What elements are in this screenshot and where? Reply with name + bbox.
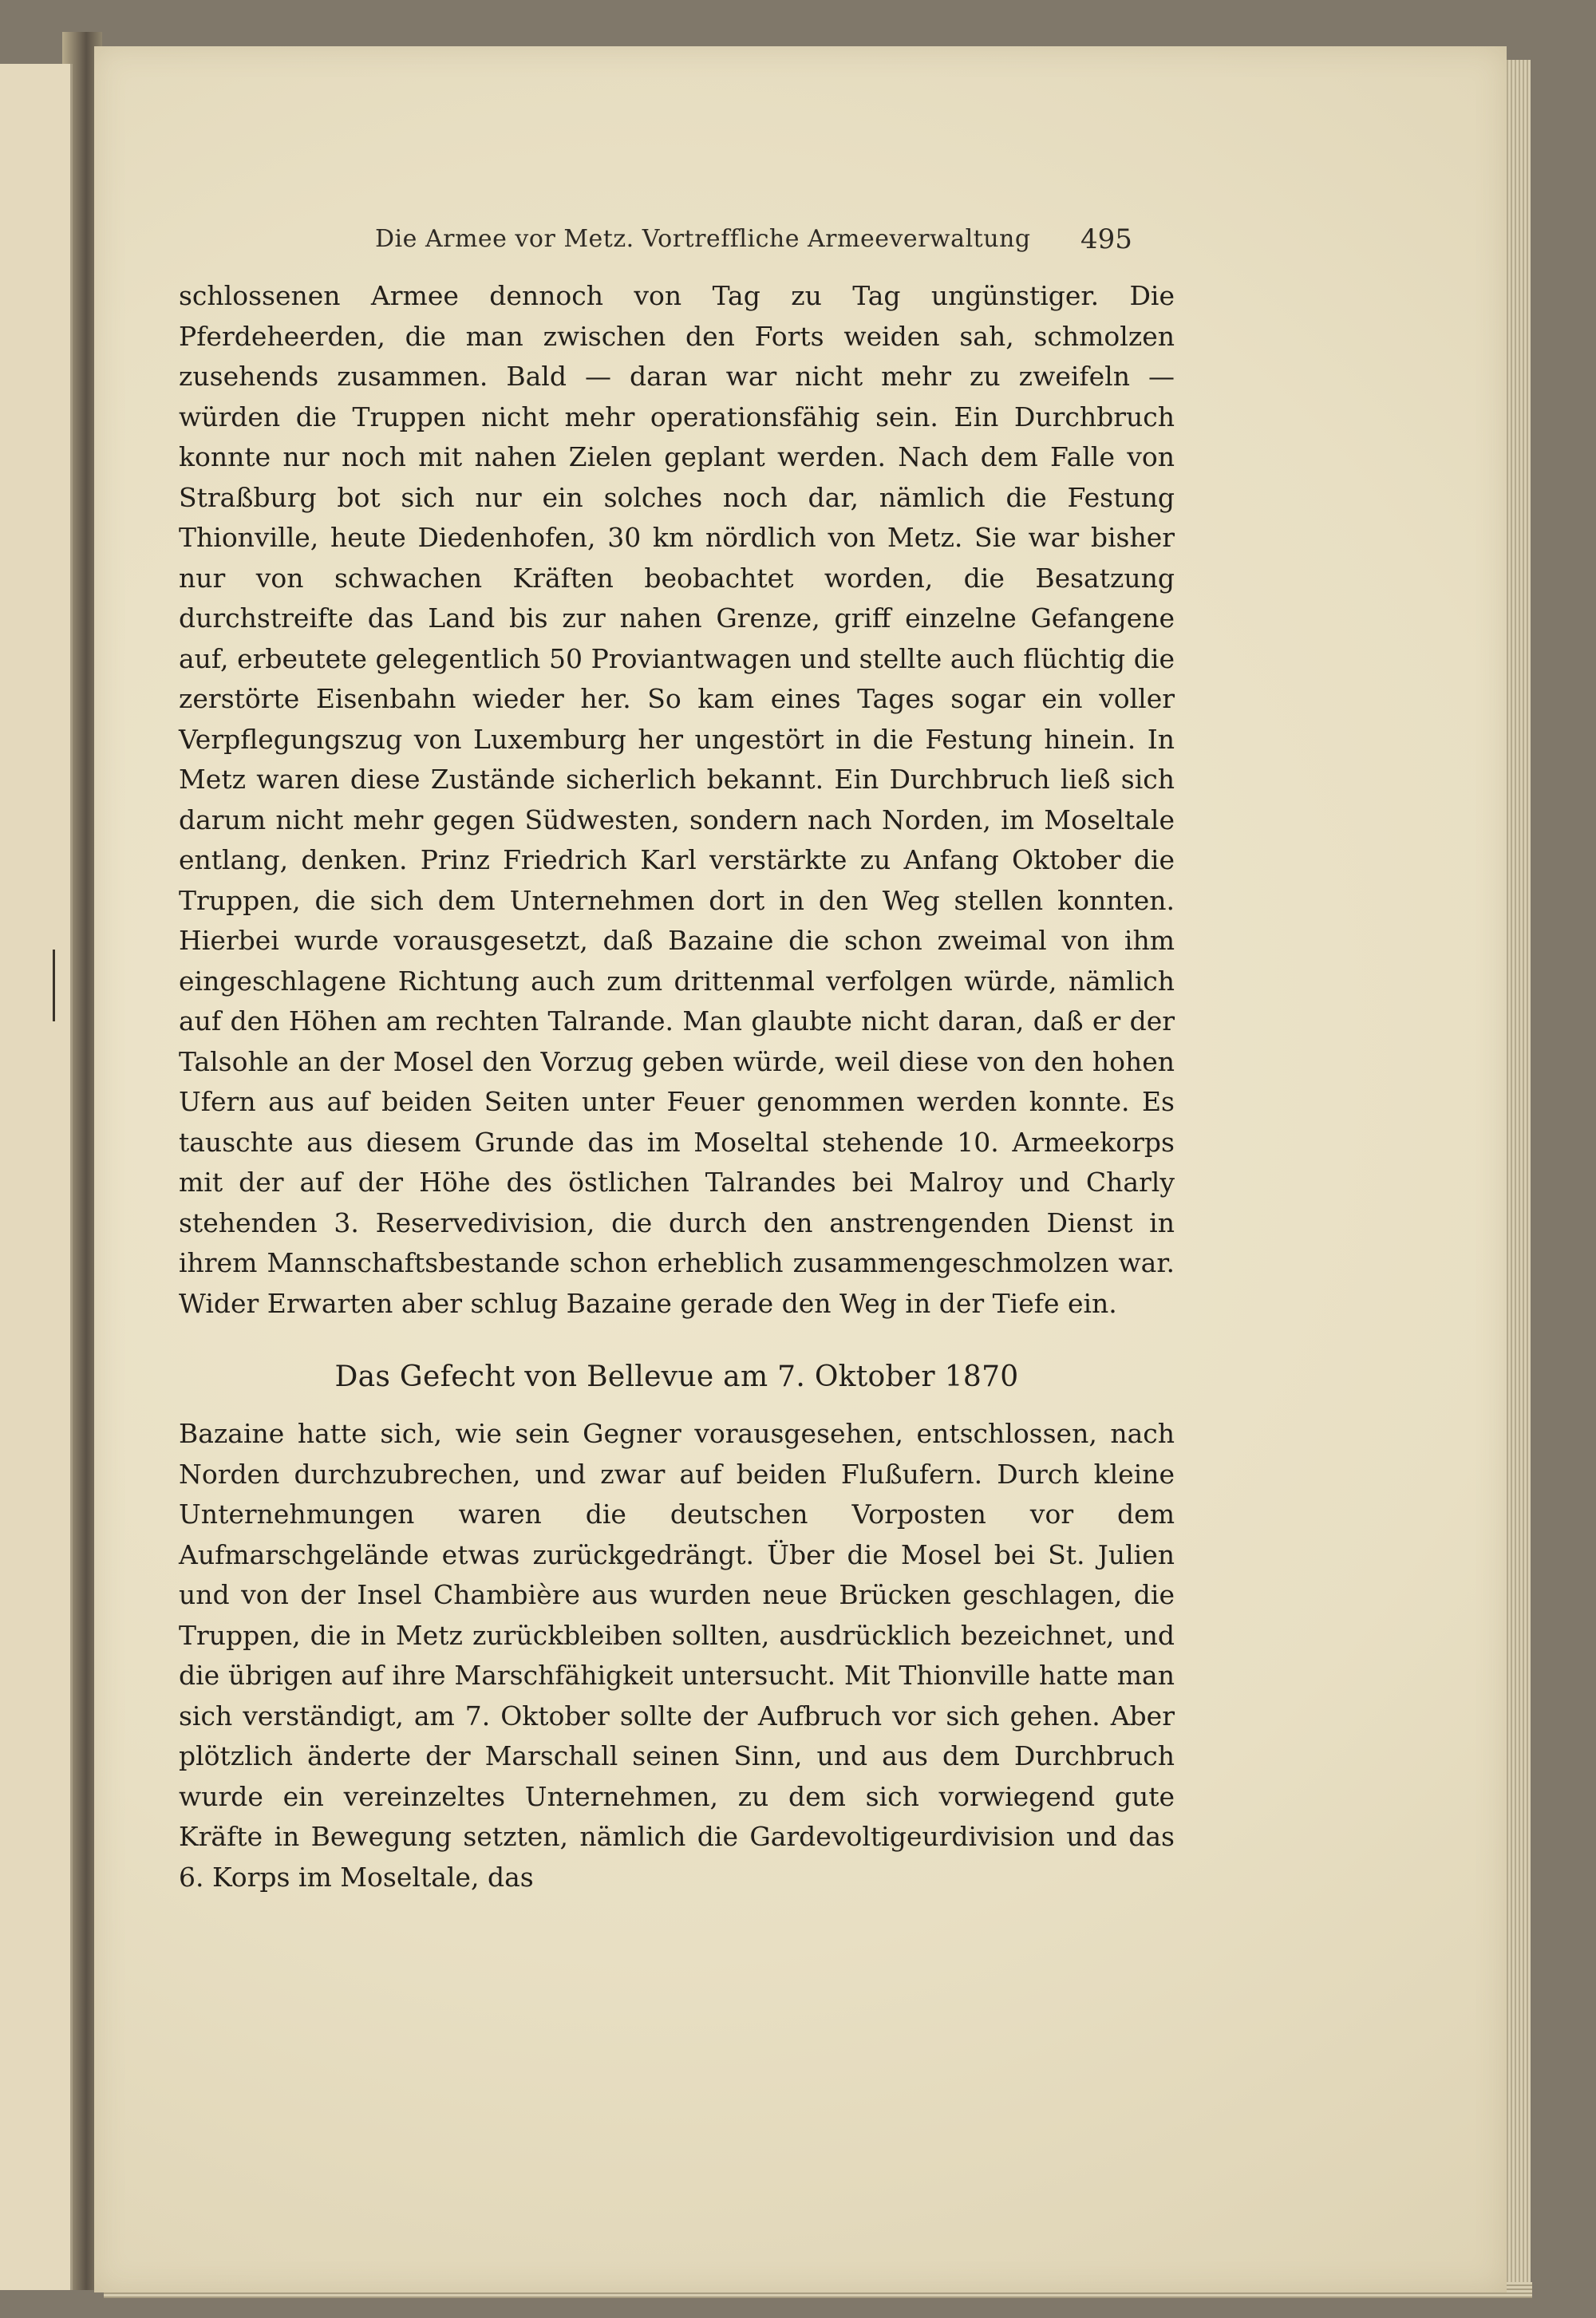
running-header: Die Armee vor Metz. Vortreffliche Armeeverwaltung <box>375 225 1031 253</box>
paragraph-2: Bazaine hatte sich, wie sein Gegner vorausgesehen, entschlossen, nach Norden durchzubrechen, und zwar auf beiden Flußufern. Durch kleine Unternehmungen waren die deutschen Vorposten vor dem Aufmarschgelände etwas zurückgedrängt. Über die Mosel bei St. Julien und von der Insel Chambière aus wurden neue Brücken geschlagen, die Truppen, die in Metz zurückbleiben sollten, ausdrücklich bezeichnet, und die übrigen auf ihre Marschfähigkeit untersucht. Mit Thionville hatte man sich verständigt, am 7. Oktober sollte der Aufbruch vor sich gehen. Aber plötzlich änderte der Marschall seinen Sinn, und aus dem Durchbruch wurde ein vereinzeltes Unternehmen, zu dem sich vorwiegend gute Kräfte in Bewegung setzten, nämlich die Gardevoltigeurdivision und das 6. Korps im Moseltale, das <box>179 1418 1175 1893</box>
left-page-edge <box>0 64 73 2290</box>
margin-mark <box>53 950 55 1021</box>
section-heading: Das Gefecht von Bellevue am 7. Oktober 1870 <box>334 1360 1019 1393</box>
paragraph-1: schlossenen Armee dennoch von Tag zu Tag ungünstiger. Die Pferdeheerden, die man zwischen den Forts weiden sah, schmolzen zusehends zusammen. Bald — daran war nicht mehr zu zweifeln — würden die Truppen nicht mehr operationsfähig sein. Ein Durchbruch konnte nur noch mit nahen Zielen geplant werden. Nach dem Falle von Straßburg bot sich nur ein solches noch dar, nämlich die Festung Thionville, heute Diedenhofen, 30 km nördlich von Metz. Sie war bisher nur von schwachen Kräften beobachtet worden, die Besatzung durchstreifte das Land bis zur nahen Grenze, griff einzelne Gefangene auf, erbeutete gelegentlich 50 Proviantwagen und stellte auch flüchtig die zerstörte Eisenbahn wieder her. So kam eines Tages sogar ein voller Verpflegungszug von Luxemburg her ungestört in die Festung hinein. In Metz waren diese Zustände sicherlich bekannt. Ein Durchbruch ließ sich darum nicht mehr gegen Südwesten, sondern nach Norden, im Moseltale entlang, denken. Prinz Friedrich Karl verstärkte zu Anfang Oktober die Truppen, die sich dem Unternehmen dort in den Weg stellen konnten. Hierbei wurde vorausgesetzt, daß Bazaine die schon zweimal von ihm eingeschlagene Richtung auch zum drittenmal verfolgen würde, nämlich auf den Höhen am rechten Talrande. Man glaubte nicht daran, daß er der Talsohle an der Mosel den Vorzug geben würde, weil diese von den hohen Ufern aus auf beiden Seiten unter Feuer genommen werden konnte. Es tauschte aus diesem Grunde das im Moseltal stehende 10. Armeekorps mit der auf der Höhe des östlichen Talrandes bei Malroy und Charly stehenden 3. Reservedivision, die durch den anstrengenden Dienst in ihrem Mannschaftsbestande schon erheblich zusammengeschmolzen war. Wider Erwarten aber schlug Bazaine gerade den Weg in der Tiefe ein. <box>179 280 1175 1319</box>
page-number: 495 <box>1080 223 1132 255</box>
body-text-block <box>179 276 1175 1324</box>
body-text-block-2 <box>179 1414 1175 1897</box>
